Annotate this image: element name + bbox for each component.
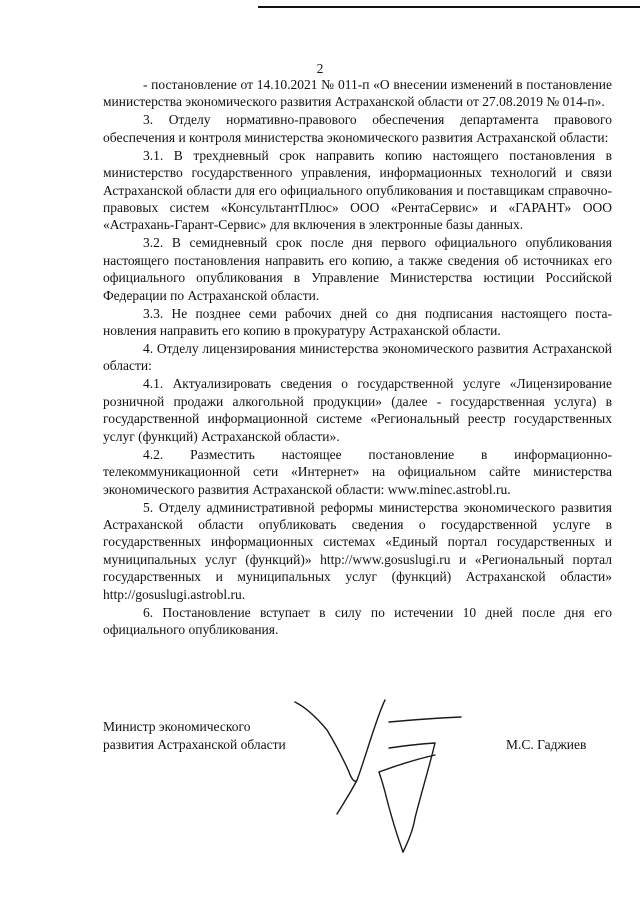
paragraph-6: 6. Постановление вступает в силу по истечении 10 дней после дня его официального опубликования.	[103, 604, 612, 637]
paragraph-4: 4. Отделу лицензирования министерства экономического развития Астраханской области:	[103, 341, 612, 374]
paragraph-4-2: 4.2. Разместить настоящее постановление в информационно-телекоммуникационной сети «Интернет» на официальном сайте министерства экономического развития Астраханской области: www.minec.astrobl.ru.	[103, 446, 612, 497]
document-body	[103, 76, 612, 638]
paragraph-3-2: 3.2. В семидневный срок после дня первого официального опубликования настоящего постановления направить его копию, а также сведения об источниках его официального опубликования в Управление Министерства юстиции Российской Федерации по Астраханской области.	[103, 235, 612, 303]
signatory-position-line-2: развития Астраханской области	[103, 737, 286, 752]
signatory-name: М.С. Гаджиев	[506, 737, 587, 752]
paragraph-3: 3. Отделу нормативно-правового обеспечения департамента правового обеспечения и контроля министерства экономического развития Астраханской области:	[103, 112, 612, 145]
signatory-position	[103, 718, 286, 754]
paragraph-4-1: 4.1. Актуализировать сведения о государственной услуге «Лицензирование розничной продажи алкогольной продукции» (далее - государственная услуга) в государственной информационной системе «Региональный реестр государственных услуг (функций) Астраханской области».	[103, 376, 612, 444]
handwritten-signature	[285, 680, 475, 860]
top-edge-line	[258, 6, 640, 8]
signatory-position-line-1: Министр экономического	[103, 719, 251, 734]
page-number: 2	[316, 61, 324, 76]
paragraph-resolution-list-item: - постановление от 14.10.2021 № 011-п «О внесении изменений в постановление министерства экономического развития Астраханской области от 27.08.2019 № 014-п».	[103, 77, 612, 110]
paragraph-3-3: 3.3. Не позднее семи рабочих дней со дня подписания настоящего постановления направить его копию в прокуратуру Астраханской области.	[103, 305, 612, 339]
paragraph-3-1: 3.1. В трехдневный срок направить копию настоящего постановления в министерство государственного управления, информационных технологий и связи Астраханской области для его официального опубликования и поставщикам справочно-правовых систем «КонсультантПлюс» ООО «РентаСервис» и «ГАРАНТ» ООО «Астрахань-Гарант-Сервис» для включения в электронные базы данных.	[103, 147, 612, 233]
paragraph-5: 5. Отделу административной реформы министерства экономического развития Астраханской области опубликовать сведения о государственной услуге в государственных информационных системах «Единый портал государственных и муниципальных услуг (функций)» http://www.gosuslugi.ru и «Региональный портал государственных и муниципальных услуг (функций) Астраханской области» http://gosuslugi.astrobl.ru.	[103, 499, 612, 602]
